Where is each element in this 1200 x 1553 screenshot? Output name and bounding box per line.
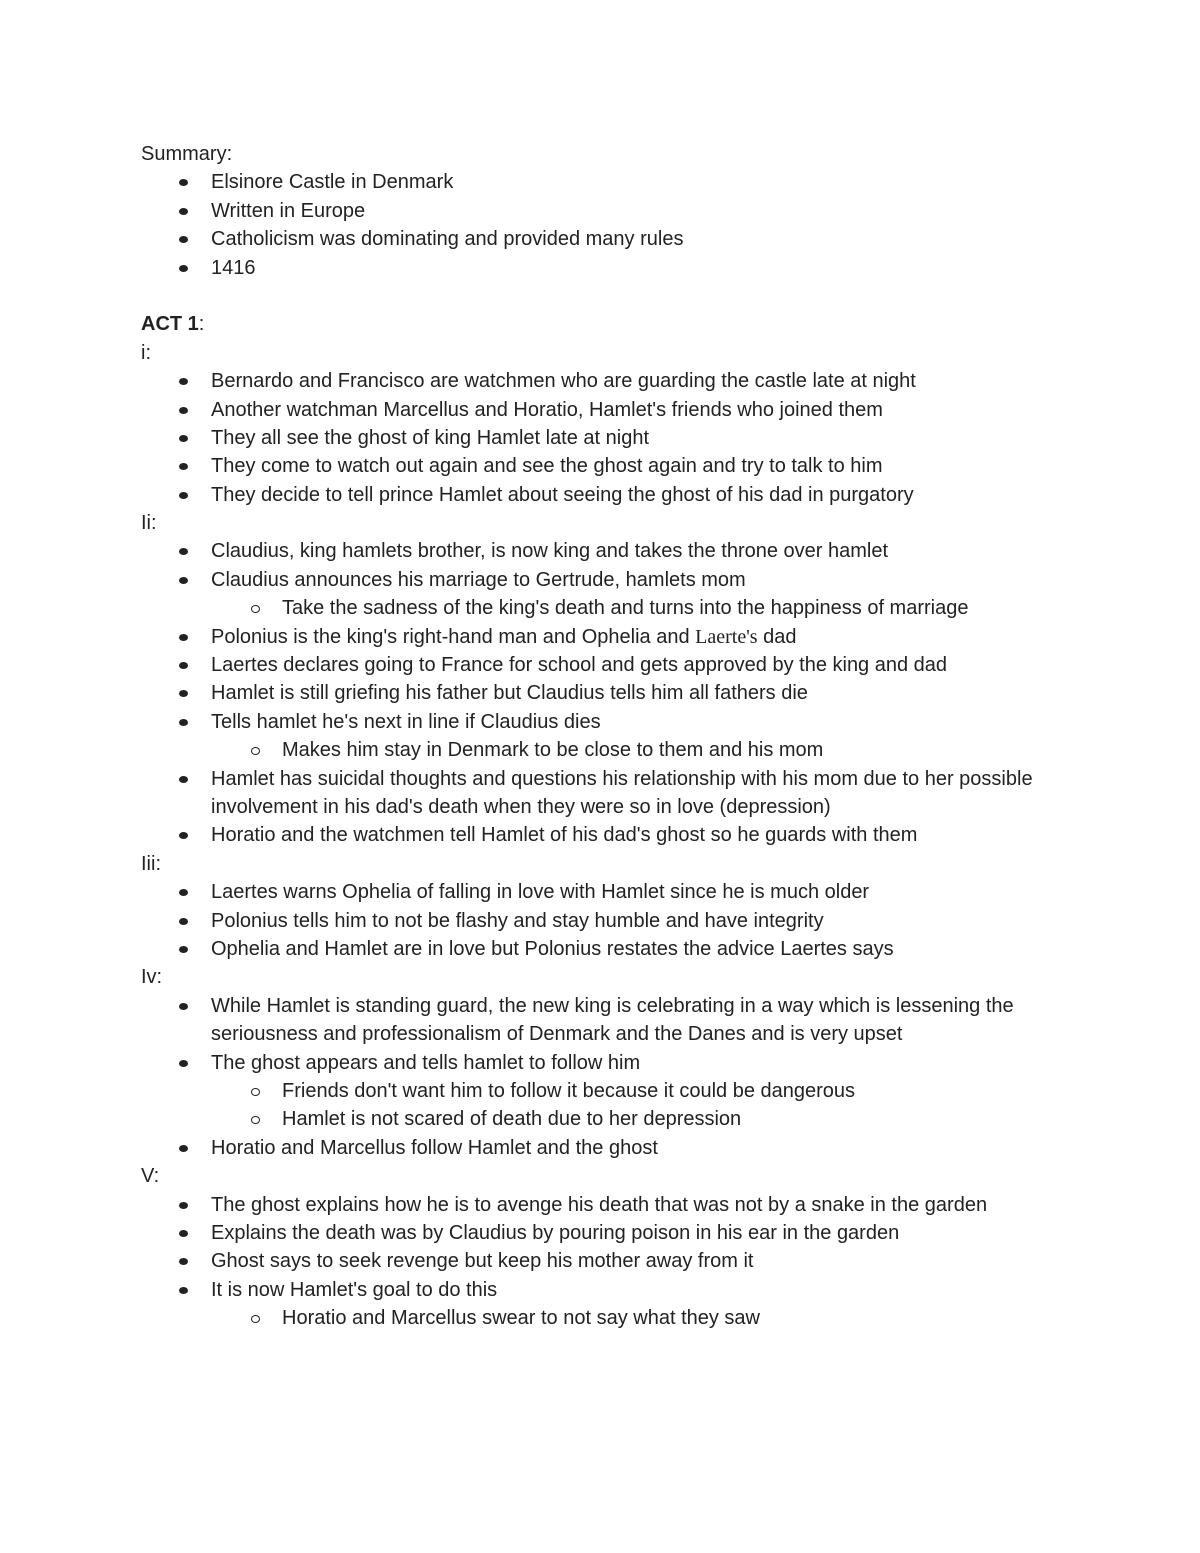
sub-list-item: Take the sadness of the king's death and turns into the happiness of marriage — [141, 594, 1141, 622]
list-item: Polonius tells him to not be flashy and stay humble and have integrity — [141, 907, 1141, 935]
bullet-icon — [179, 1145, 188, 1152]
list-item: Bernardo and Francisco are watchmen who are guarding the castle late at night — [141, 367, 1141, 395]
bullet-icon — [179, 719, 188, 726]
bullet-icon — [179, 1060, 188, 1067]
list-item: They all see the ghost of king Hamlet late at night — [141, 424, 1141, 452]
list-item: Tells hamlet he's next in line if Claudius dies — [141, 708, 1141, 736]
bullet-icon — [179, 889, 188, 896]
list-item: Laertes warns Ophelia of falling in love with Hamlet since he is much older — [141, 878, 1141, 906]
bullet-icon — [179, 690, 188, 697]
list-item: The ghost explains how he is to avenge his death that was not by a snake in the garden — [141, 1191, 1141, 1219]
bullet-icon — [179, 435, 188, 442]
document-page — [141, 140, 1141, 1332]
bullet-icon — [179, 407, 188, 414]
scene-label-iii: Iii: — [141, 852, 161, 875]
bullet-icon — [179, 1202, 188, 1209]
bullet-icon — [179, 577, 188, 584]
scene-label-ii: Ii: — [141, 512, 157, 535]
list-item: Polonius is the king's right-hand man and Ophelia and Laerte's dad — [141, 623, 1141, 651]
list-item: Claudius announces his marriage to Gertrude, hamlets mom — [141, 566, 1141, 594]
circle-bullet-icon — [251, 1116, 260, 1124]
list-item: Elsinore Castle in Denmark — [141, 168, 1141, 196]
bullet-icon — [179, 236, 188, 243]
list-item: It is now Hamlet's goal to do this — [141, 1276, 1141, 1304]
bullet-icon — [179, 832, 188, 839]
bullet-icon — [179, 1003, 188, 1010]
sub-list-item: Hamlet is not scared of death due to her depression — [141, 1105, 1141, 1133]
circle-bullet-icon — [251, 605, 260, 613]
bullet-icon — [179, 265, 188, 272]
sub-list-item: Horatio and Marcellus swear to not say what they saw — [141, 1304, 1141, 1332]
list-item: Another watchman Marcellus and Horatio, Hamlet's friends who joined them — [141, 396, 1141, 424]
list-item: Horatio and Marcellus follow Hamlet and the ghost — [141, 1134, 1141, 1162]
list-item: Hamlet is still griefing his father but Claudius tells him all fathers die — [141, 679, 1141, 707]
circle-bullet-icon — [251, 1088, 260, 1096]
summary-heading: Summary: — [141, 143, 233, 165]
bullet-icon — [179, 463, 188, 470]
list-item: Laertes declares going to France for school and gets approved by the king and dad — [141, 651, 1141, 679]
scene-label-iv: Iv: — [141, 966, 163, 989]
list-item: Explains the death was by Claudius by pouring poison in his ear in the garden — [141, 1219, 1141, 1247]
bullet-icon — [179, 946, 188, 953]
list-item: Ophelia and Hamlet are in love but Polonius restates the advice Laertes says — [141, 935, 1141, 963]
sub-list-item: Friends don't want him to follow it because it could be dangerous — [141, 1077, 1141, 1105]
bullet-icon — [179, 492, 188, 499]
list-item: The ghost appears and tells hamlet to follow him — [141, 1049, 1141, 1077]
bullet-icon — [179, 208, 188, 215]
list-item: Written in Europe — [141, 197, 1141, 225]
list-item: While Hamlet is standing guard, the new king is celebrating in a way which is lessening the seriousness and professionalism of Denmark and the Danes and is very upset — [141, 992, 1051, 1049]
bullet-icon — [179, 918, 188, 925]
list-item: They come to watch out again and see the ghost again and try to talk to him — [141, 452, 1141, 480]
bullet-icon — [179, 548, 188, 555]
list-item: Catholicism was dominating and provided many rules — [141, 225, 1141, 253]
list-item: Horatio and the watchmen tell Hamlet of his dad's ghost so he guards with them — [141, 821, 1141, 849]
sub-list-item: Makes him stay in Denmark to be close to them and his mom — [141, 736, 1141, 764]
list-item: Ghost says to seek revenge but keep his mother away from it — [141, 1247, 1141, 1275]
bullet-icon — [179, 378, 188, 385]
bullet-icon — [179, 634, 188, 641]
spacer — [141, 282, 1141, 310]
bullet-icon — [179, 1230, 188, 1237]
scene-label-v: V: — [141, 1165, 160, 1188]
circle-bullet-icon — [251, 747, 260, 755]
scene-label-i: i: — [141, 341, 151, 364]
bullet-icon — [179, 1287, 188, 1294]
bullet-icon — [179, 776, 188, 783]
circle-bullet-icon — [251, 1315, 260, 1323]
act-heading: ACT 1: — [141, 313, 205, 336]
list-item: Claudius, king hamlets brother, is now king and takes the throne over hamlet — [141, 537, 1141, 565]
list-item: 1416 — [141, 254, 1141, 282]
list-item: Hamlet has suicidal thoughts and questions his relationship with his mom due to her possible involvement in his dad's death when they were so in love (depression) — [141, 765, 1051, 822]
bullet-icon — [179, 179, 188, 186]
list-item: They decide to tell prince Hamlet about seeing the ghost of his dad in purgatory — [141, 481, 1141, 509]
bullet-icon — [179, 662, 188, 669]
bullet-icon — [179, 1258, 188, 1265]
